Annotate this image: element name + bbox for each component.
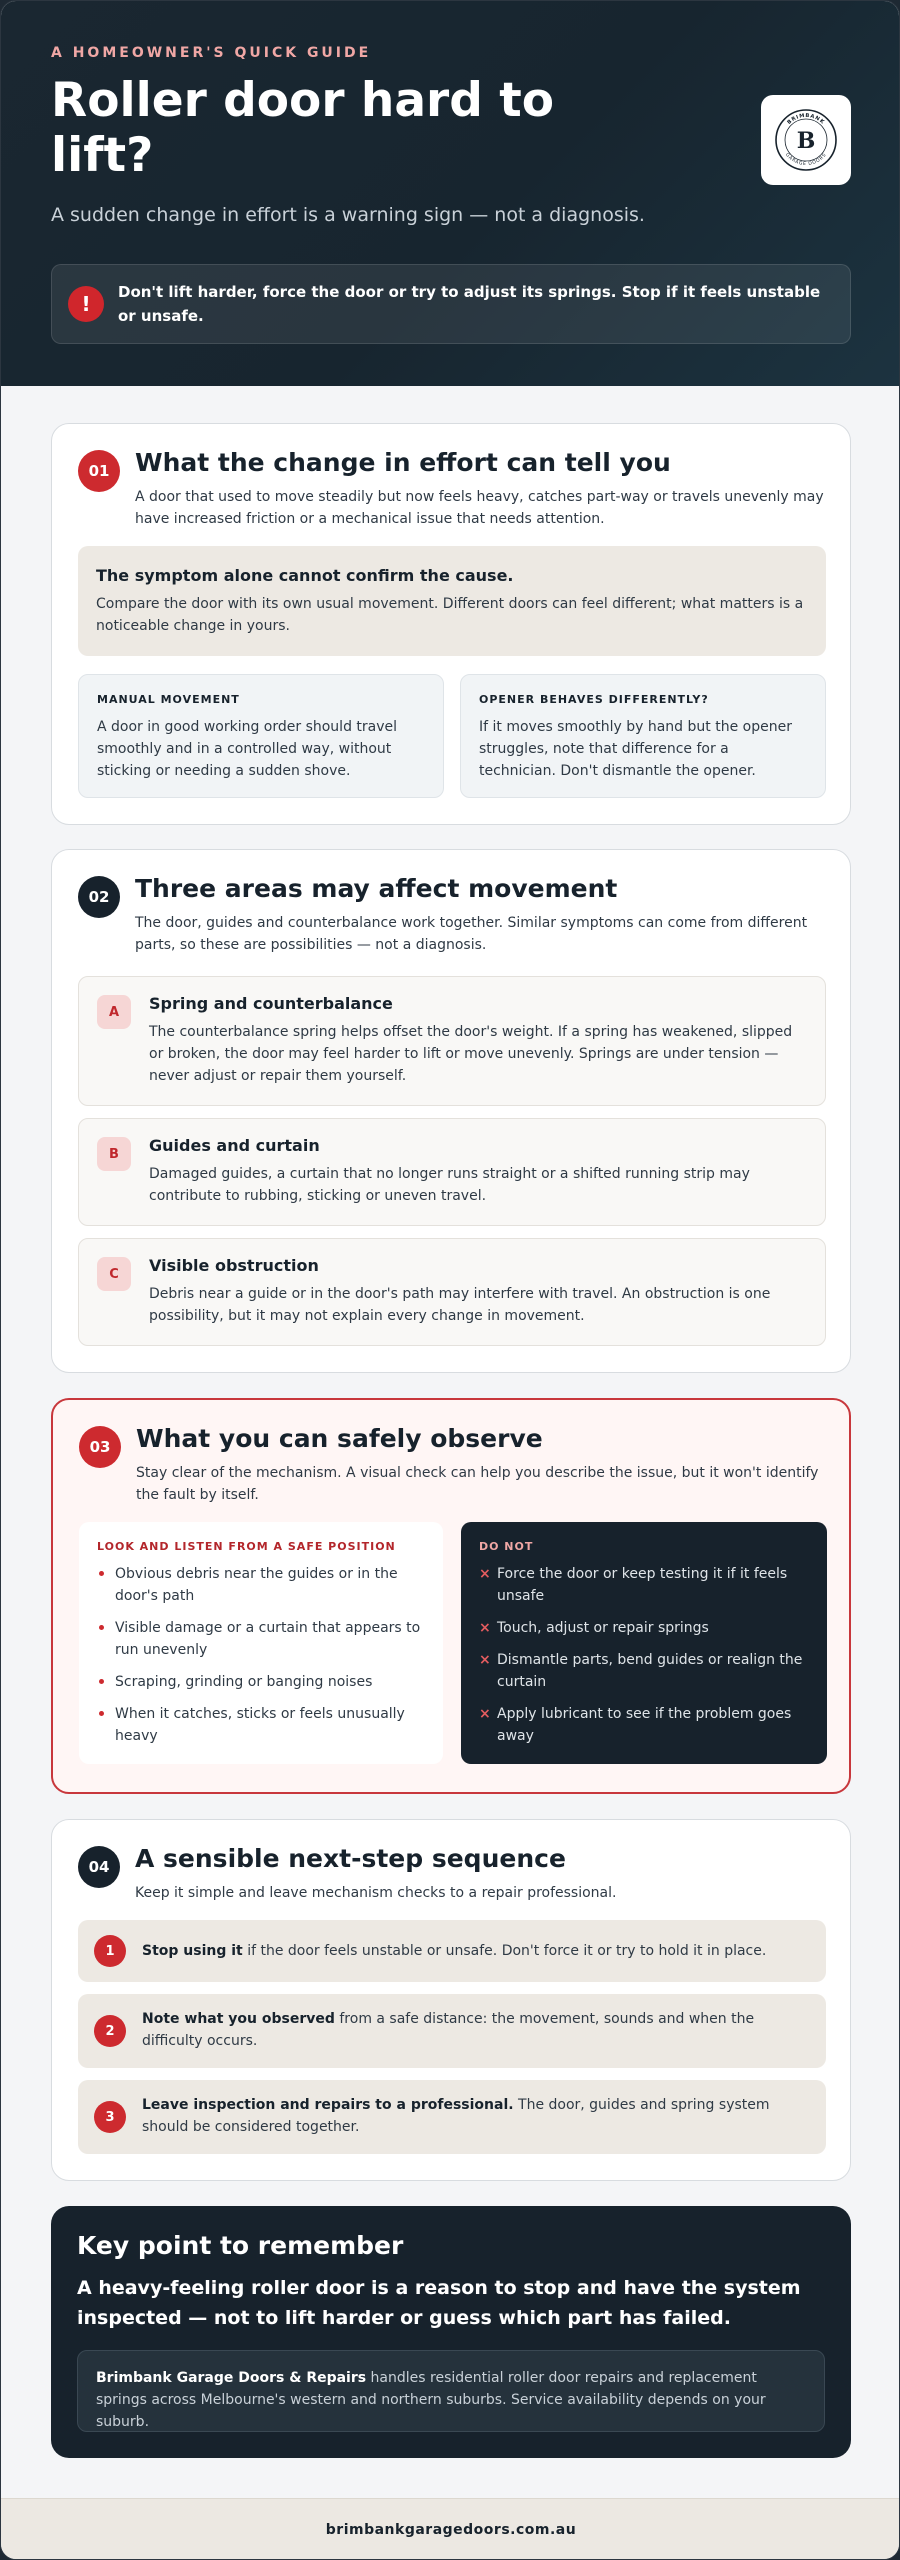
cross-icon: × [479,1706,491,1722]
logo-letter: B [796,128,816,154]
section-title: What the change in effort can tell you [135,448,671,477]
eyebrow: A HOMEOWNER'S QUICK GUIDE [51,45,372,61]
section-intro: Keep it simple and leave mechanism checks to a repair professional. [135,1885,617,1901]
mini-card-text: A door in good working order should travel smoothly and in a controlled way, without sticking or needing a sudden shove. [97,719,398,779]
warning-icon: ! [68,286,104,322]
step-number: 2 [94,2015,126,2047]
area-title: Visible obstruction [149,1256,319,1275]
cross-icon: × [479,1652,491,1668]
mini-card-text: If it moves smoothly by hand but the opener struggles, note that difference for a technician. Don't dismantle the opener. [479,719,792,779]
step-rest: if the door feels unstable or unsafe. Don't force it or try to hold it in place. [242,1943,767,1959]
section-number: 01 [78,450,120,492]
note-title: The symptom alone cannot confirm the cause. [96,566,514,585]
list-item: Scraping, grinding or banging noises [97,1671,425,1693]
key-point-lead: A heavy-feeling roller door is a reason to stop and have the system inspected — not to lift harder or guess which part has failed. [77,2277,801,2329]
cross-icon: × [479,1620,491,1636]
step-rest: The door, guides and spring system should be considered together. [142,2097,770,2135]
area-letter-badge: C [97,1257,131,1291]
area-item [78,976,826,1106]
panel-title: LOOK AND LISTEN FROM A SAFE POSITION [97,1540,396,1553]
logo-ring-bottom: GARAGE DOORS [784,152,828,168]
step-text [142,2094,802,2138]
step-item [78,1994,826,2068]
symptom-note [78,546,826,656]
look-list [97,1563,425,1747]
section-safe-observation [51,1398,851,1794]
step-item [78,1920,826,1982]
area-title: Guides and curtain [149,1136,320,1155]
note-text: Compare the door with its own usual movement. Different doors can feel different; what matters is a noticeable change in yours. [96,596,804,634]
step-text [142,2008,802,2052]
business-text: handles residential roller door repairs and replacement springs across Melbourne's western and northern suburbs. Service availability depends on your suburb. [96,2370,766,2430]
list-item: Visible damage or a curtain that appears to run unevenly [97,1617,425,1661]
section-intro: A door that used to move steadily but now feels heavy, catches part-way or travels unevenly may have increased friction or a mechanical issue that needs attention. [135,489,824,527]
step-rest: from a safe distance: the movement, sounds and when the difficulty occurs. [142,2011,755,2049]
step-item [78,2080,826,2154]
area-text: Debris near a guide or in the door's path may interfere with travel. An obstruction is one possibility, but it may not explain every change in movement. [149,1286,771,1324]
manual-movement-card [78,674,444,798]
area-letter-badge: A [97,995,131,1029]
section-intro: Stay clear of the mechanism. A visual check can help you describe the issue, but it won't identify the fault by itself. [136,1465,819,1503]
list-item [479,1563,809,1607]
section-title: Three areas may affect movement [135,874,618,903]
list-item: Obvious debris near the guides or in the door's path [97,1563,425,1607]
area-title: Spring and counterbalance [149,994,393,1013]
step-bold: Leave inspection and repairs to a professional. [142,2097,514,2113]
key-point-panel [51,2206,851,2458]
section-number: 04 [78,1846,120,1888]
website-link[interactable]: brimbankgaragedoors.com.au [325,2522,577,2538]
mini-card-title: MANUAL MOVEMENT [97,693,240,706]
look-and-listen-panel [79,1522,443,1764]
safety-warning-banner [51,264,851,344]
key-point-title: Key point to remember [77,2231,404,2260]
business-name: Brimbank Garage Doors & Repairs [96,2370,367,2386]
brand-logo [761,95,851,185]
warning-text: Don't lift harder, force the door or try to adjust its springs. Stop if it feels unstable or unsafe. [118,283,821,325]
step-number: 3 [94,2101,126,2133]
business-blurb [77,2350,825,2432]
svg-text:BRIMBANK [786,113,825,126]
section-title: A sensible next-step sequence [135,1844,566,1873]
step-bold: Note what you observed [142,2011,335,2027]
area-text: The counterbalance spring helps offset the door's weight. If a spring has weakened, slipped or broken, the door may feel harder to lift or move unevenly. Springs are under tension — never adjust or repair them yourself. [149,1024,793,1084]
opener-card [460,674,826,798]
section-effort-change [51,423,851,825]
list-item-text: Apply lubricant to see if the problem goes away [497,1706,792,1744]
step-bold: Stop using it [142,1943,243,1959]
footer [1,2498,900,2560]
panel-title: DO NOT [479,1540,534,1553]
section-intro: The door, guides and counterbalance work together. Similar symptoms can come from different parts, so these are possibilities — not a diagnosis. [135,915,808,953]
section-next-steps [51,1819,851,2181]
section-number: 02 [78,876,120,918]
do-not-list [479,1563,809,1747]
hero-header [1,1,900,386]
page-title: Roller door hard to lift? [51,73,555,183]
list-item-text: Force the door or keep testing it if it feels unsafe [497,1566,788,1604]
step-number: 1 [94,1935,126,1967]
area-item [78,1118,826,1226]
page-subtitle: A sudden change in effort is a warning sign — not a diagnosis. [51,204,645,226]
logo-ring-top: BRIMBANK [786,112,826,126]
do-not-panel [461,1522,827,1764]
list-item-text: Touch, adjust or repair springs [497,1620,709,1636]
mini-card-title: OPENER BEHAVES DIFFERENTLY? [479,693,709,706]
list-item-text: Dismantle parts, bend guides or realign the curtain [497,1652,803,1690]
section-movement-areas [51,849,851,1373]
section-number: 03 [79,1426,121,1468]
list-item: When it catches, sticks or feels unusually heavy [97,1703,425,1747]
section-title: What you can safely observe [136,1424,543,1453]
cross-icon: × [479,1566,491,1582]
area-text: Damaged guides, a curtain that no longer runs straight or a shifted running strip may contribute to rubbing, sticking or uneven travel. [149,1166,750,1204]
list-item [479,1649,809,1693]
list-item [479,1703,809,1747]
list-item [479,1617,809,1639]
area-letter-badge: B [97,1137,131,1171]
step-text [142,1940,802,1962]
logo-seal-icon [773,107,839,173]
area-item [78,1238,826,1346]
